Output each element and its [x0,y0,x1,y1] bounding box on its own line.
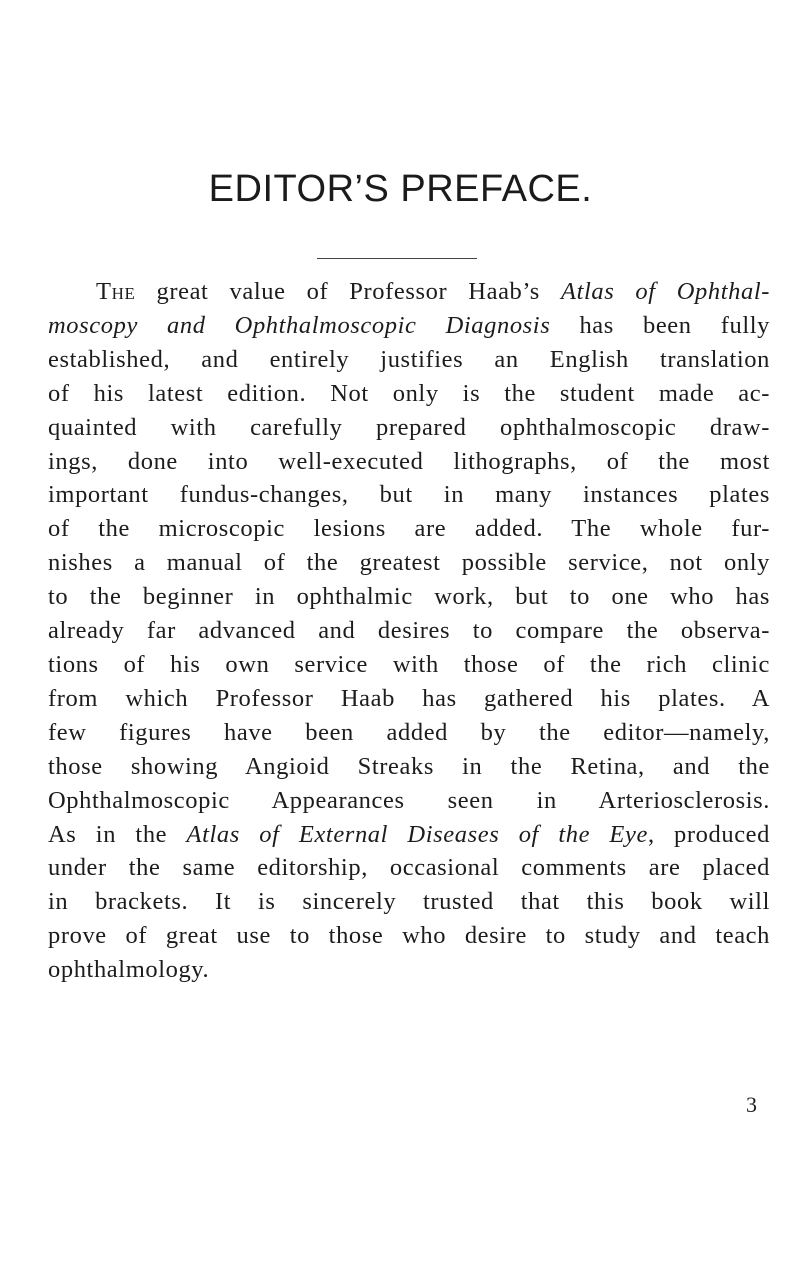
paragraph-line-7: important fundus-changes, but in many instances plates [48,481,770,509]
paragraph-line-10: to the beginner in ophthalmic work, but to one who has [48,583,770,611]
paragraph-line-6: ings, done into well-executed lithographs, of the most [48,447,770,475]
paragraph-line-20: prove of great use to those who desire to study and teach [48,922,770,950]
paragraph-line-11: already far advanced and desires to compare the observa- [48,617,770,645]
heading-rule [317,258,477,259]
paragraph-line-18: under the same editorship, occasional comments are placed [48,854,770,882]
page-number: 3 [746,1092,757,1117]
paragraph-line-2: moscopy and Ophthalmoscopic Diagnosis has been fully [48,311,770,339]
paragraph-line-8: of the microscopic lesions are added. The whole fur- [48,515,770,543]
book-title-italic: moscopy and Ophthalmoscopic Diagnosis [48,311,551,339]
book-title-italic: Atlas of Ophthal- [561,278,771,305]
paragraph-line-13: from which Professor Haab has gathered his plates. A [48,684,770,712]
paragraph-line-16: Ophthalmoscopic Appearances seen in Arteriosclerosis. [48,786,770,814]
paragraph-line-17: As in the Atlas of External Diseases of the Eye, produced [48,820,770,848]
paragraph-line-19: in brackets. It is sincerely trusted that this book will [48,888,770,916]
paragraph-line-12: tions of his own service with those of the rich clinic [48,650,770,678]
small-caps-word: The [96,278,136,305]
paragraph-line-9: nishes a manual of the greatest possible service, not only [48,549,770,577]
preface-heading: EDITOR’S PREFACE. [208,168,593,210]
paragraph-line-3: established, and entirely justifies an English translation [48,345,770,373]
paragraph-line-1: The great value of Professor Haab’s Atlas of Ophthal- [96,278,771,305]
paragraph-line-4: of his latest edition. Not only is the student made ac- [48,379,770,407]
paragraph-line-14: few figures have been added by the editor—namely, [48,718,770,746]
paragraph-line-15: those showing Angioid Streaks in the Retina, and the [48,752,770,780]
paragraph-line-21: ophthalmology. [48,956,210,984]
book-title-italic: Atlas of External Diseases of the Eye [186,820,648,848]
preface-paragraph [48,275,770,987]
paragraph-line-5: quainted with carefully prepared ophthalmoscopic draw- [48,413,770,441]
